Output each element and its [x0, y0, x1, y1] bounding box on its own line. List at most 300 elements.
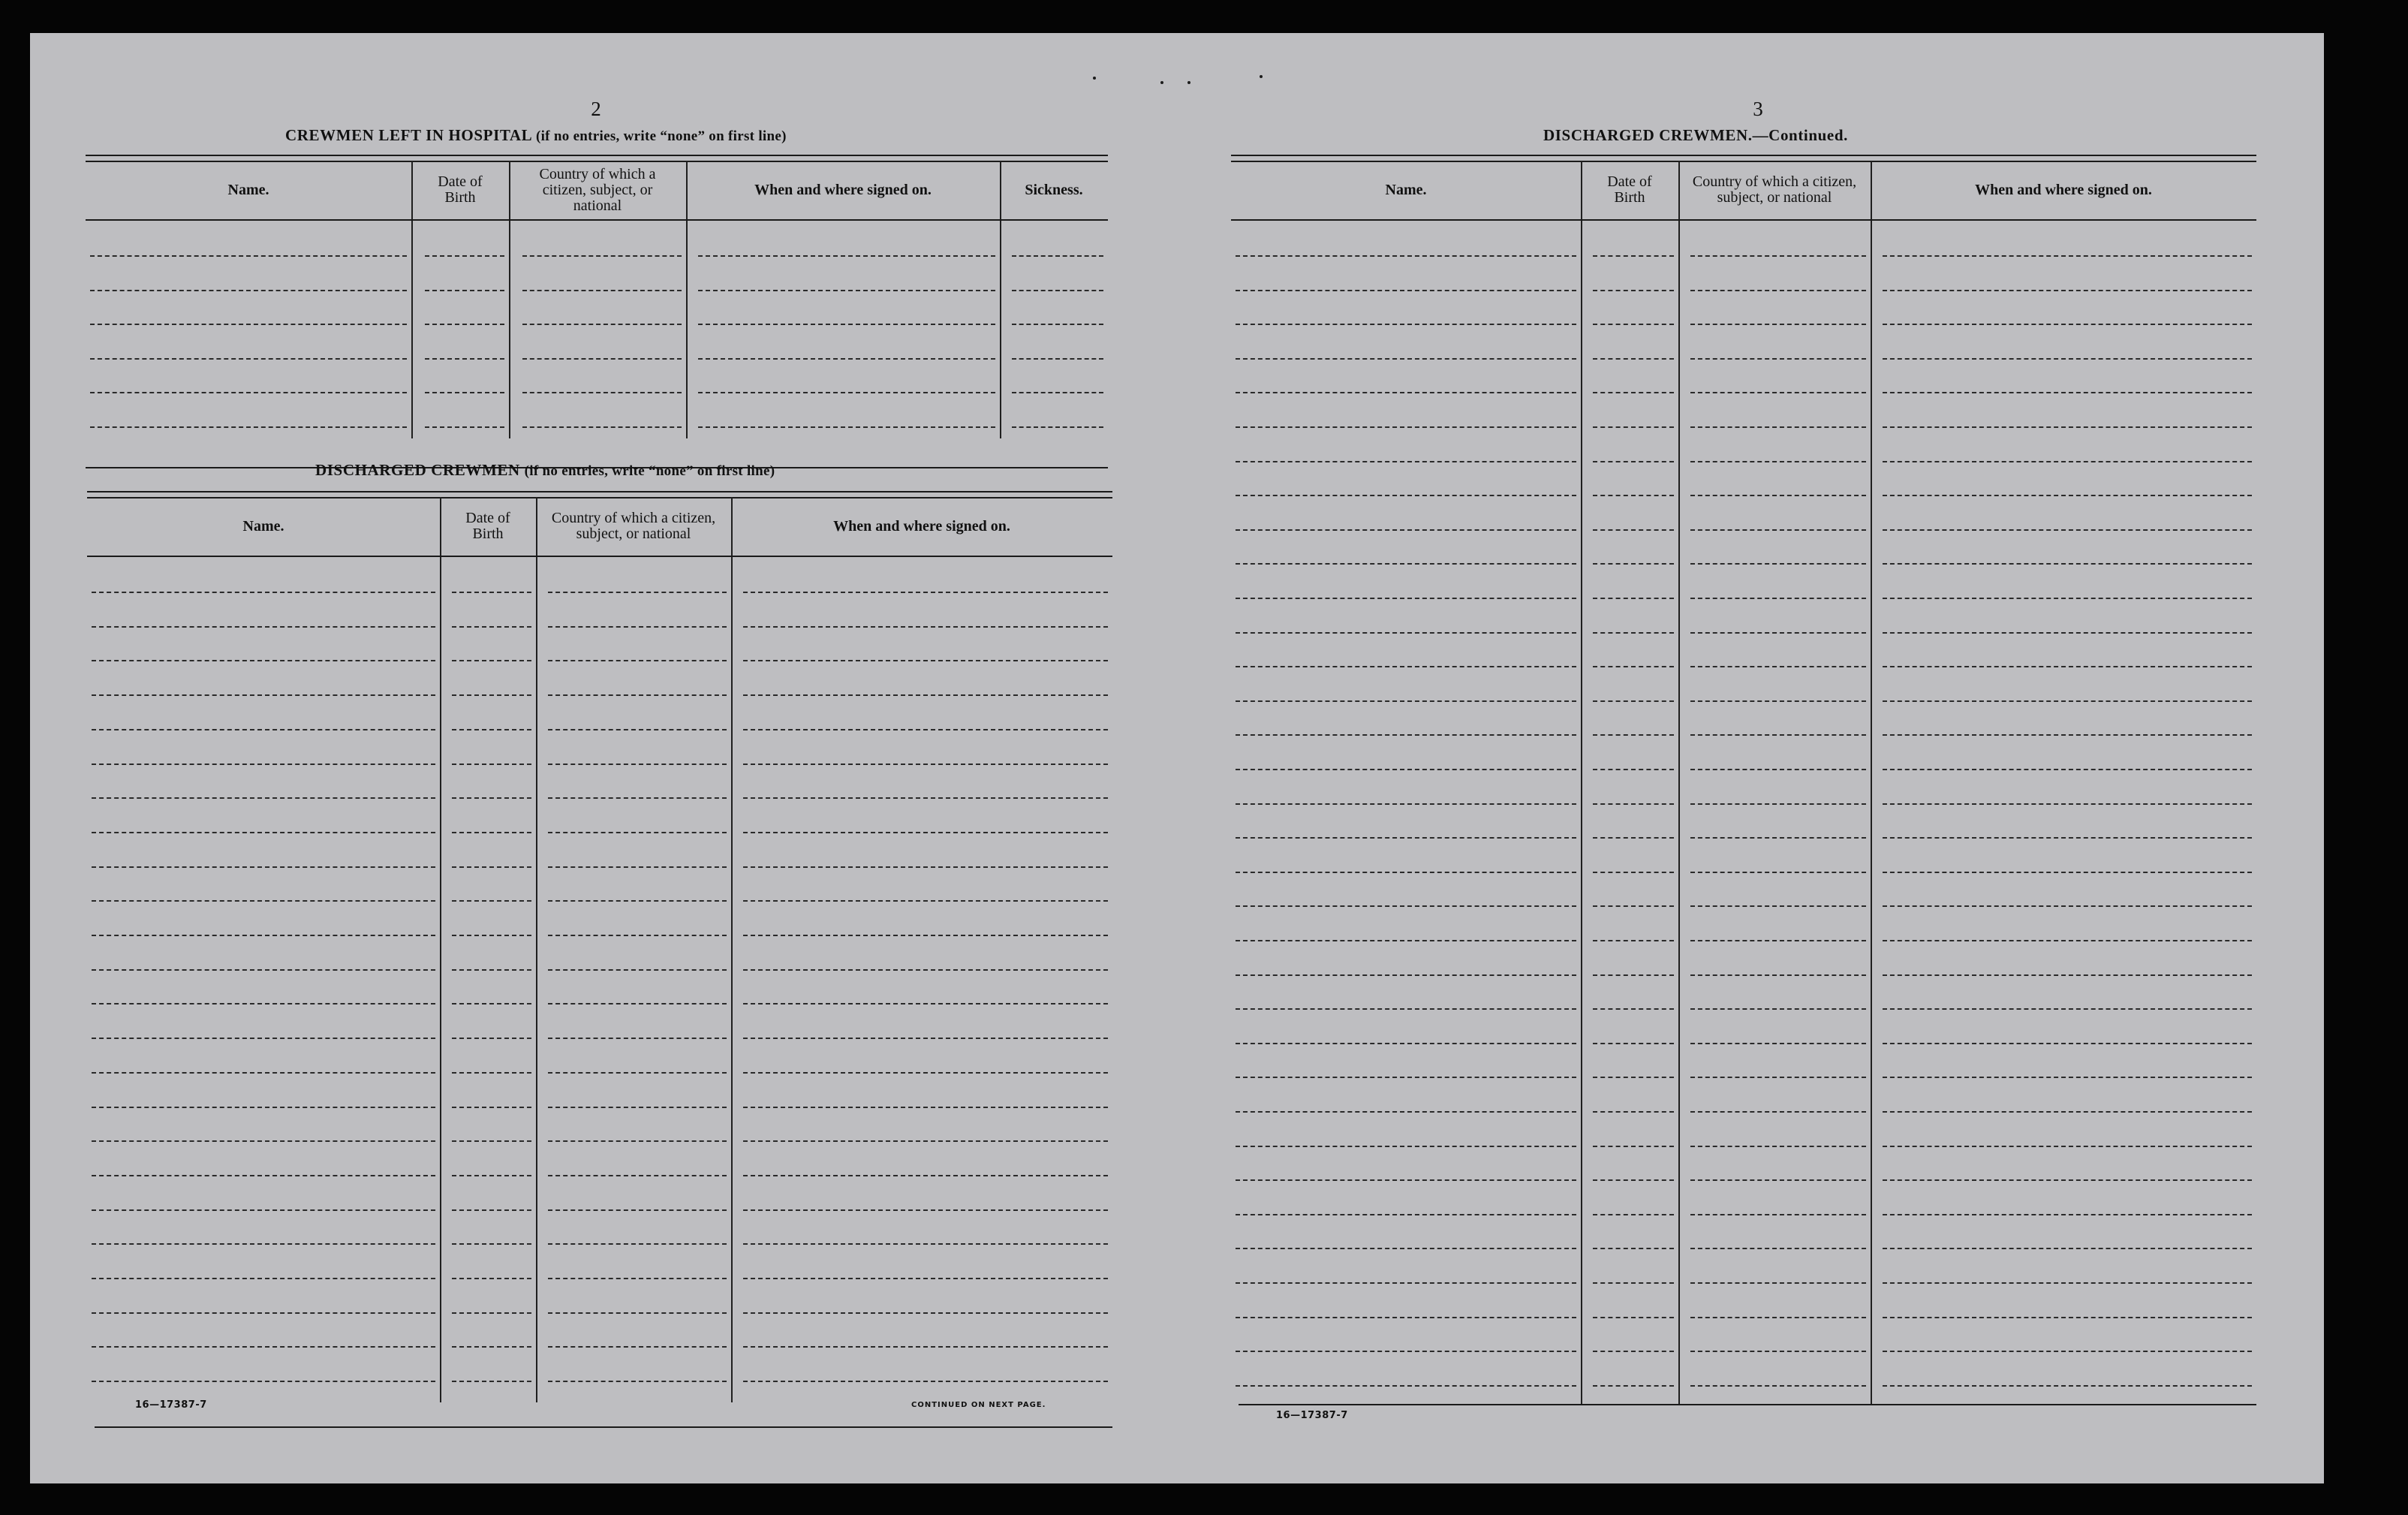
- entry-row-line: [92, 694, 435, 696]
- entry-row-line: [743, 764, 1108, 765]
- entry-row-line: [452, 1312, 531, 1314]
- entry-row-line: [90, 255, 407, 257]
- entry-row-line: [743, 1346, 1108, 1348]
- discharged-section-title: DISCHARGED CREWMEN: [315, 461, 520, 479]
- entry-row-line: [1883, 1008, 2252, 1010]
- col-head-name: Name.: [227, 181, 269, 198]
- entry-row-line: [1236, 700, 1576, 702]
- col-head-signed-on: When and where signed on.: [833, 517, 1010, 535]
- entry-row-line: [1012, 290, 1103, 291]
- entry-row-line: [548, 1312, 727, 1314]
- entry-row-line: [548, 764, 727, 765]
- entry-row-line: [92, 1209, 435, 1211]
- col-head-name: Name.: [1385, 181, 1427, 198]
- entry-row-line: [1236, 529, 1576, 531]
- header-bottom-rule: [86, 219, 1108, 221]
- entry-row-line: [92, 1038, 435, 1039]
- col-head-sickness: Sickness.: [1025, 181, 1083, 198]
- entry-row-line: [1690, 803, 1866, 805]
- entry-row-line: [1236, 461, 1576, 462]
- entry-row-line: [548, 660, 727, 661]
- entry-row-line: [1690, 1111, 1866, 1113]
- entry-row-line: [1012, 392, 1103, 393]
- entry-row-line: [1236, 769, 1576, 770]
- entry-row-line: [1883, 495, 2252, 496]
- entry-row-line: [1593, 1317, 1674, 1318]
- entry-row-line: [1690, 1043, 1866, 1044]
- entry-row-line: [1236, 1214, 1576, 1215]
- entry-row-line: [1690, 632, 1866, 634]
- entry-row-line: [1593, 905, 1674, 907]
- entry-row-line: [1236, 940, 1576, 941]
- entry-row-line: [1690, 392, 1866, 393]
- entry-row-line: [1690, 940, 1866, 941]
- entry-row-line: [548, 694, 727, 696]
- entry-row-line: [1236, 1385, 1576, 1387]
- entry-row-line: [1690, 837, 1866, 839]
- entry-row-line: [1883, 598, 2252, 599]
- entry-row-line: [1883, 358, 2252, 360]
- entry-row-line: [92, 797, 435, 799]
- page-number: 2: [591, 98, 601, 120]
- entry-row-line: [90, 358, 407, 360]
- entry-row-line: [1236, 1248, 1576, 1249]
- column-divider: [536, 497, 537, 1402]
- entry-row-line: [1690, 290, 1866, 291]
- entry-row-line: [92, 729, 435, 730]
- entry-row-line: [1883, 1248, 2252, 1249]
- entry-row-line: [92, 1312, 435, 1314]
- entry-row-line: [522, 255, 682, 257]
- entry-row-line: [1883, 803, 2252, 805]
- print-speck: [1160, 81, 1163, 84]
- entry-row-line: [1593, 940, 1674, 941]
- entry-row-line: [1690, 734, 1866, 736]
- entry-row-line: [548, 1209, 727, 1211]
- entry-row-line: [425, 358, 504, 360]
- entry-row-line: [743, 969, 1108, 971]
- entry-row-line: [1012, 358, 1103, 360]
- entry-row-line: [1593, 1282, 1674, 1284]
- entry-row-line: [1593, 426, 1674, 428]
- col-head-date-of-birth: Date of Birth: [438, 173, 483, 206]
- entry-row-line: [522, 358, 682, 360]
- entry-row-line: [90, 324, 407, 325]
- entry-row-line: [743, 797, 1108, 799]
- entry-row-line: [743, 935, 1108, 936]
- discharged-continued-table: [1231, 155, 2256, 1431]
- hospital-section-heading: [285, 126, 787, 145]
- entry-row-line: [548, 626, 727, 628]
- entry-row-line: [92, 1278, 435, 1279]
- entry-row-line: [1883, 872, 2252, 873]
- entry-row-line: [1593, 974, 1674, 976]
- entry-row-line: [1593, 1385, 1674, 1387]
- entry-row-line: [548, 592, 727, 593]
- entry-row-line: [743, 1003, 1108, 1004]
- entry-row-line: [1236, 1146, 1576, 1147]
- entry-row-line: [1236, 392, 1576, 393]
- entry-row-line: [92, 1175, 435, 1176]
- entry-row-line: [1883, 290, 2252, 291]
- entry-row-line: [92, 592, 435, 593]
- entry-row-line: [1593, 1179, 1674, 1181]
- entry-row-line: [1012, 255, 1103, 257]
- entry-row-line: [452, 1278, 531, 1279]
- entry-row-line: [1883, 666, 2252, 667]
- entry-row-line: [743, 1107, 1108, 1108]
- entry-row-line: [743, 1072, 1108, 1074]
- entry-row-line: [90, 426, 407, 428]
- entry-row-line: [452, 1243, 531, 1245]
- entry-row-line: [1883, 1111, 2252, 1113]
- entry-row-line: [1690, 905, 1866, 907]
- entry-row-line: [1236, 563, 1576, 565]
- table-bottom-rule: [1239, 1404, 2256, 1405]
- entry-row-line: [548, 866, 727, 868]
- entry-row-line: [548, 1107, 727, 1108]
- entry-row-line: [1593, 666, 1674, 667]
- entry-row-line: [1593, 495, 1674, 496]
- entry-row-line: [425, 426, 504, 428]
- entry-row-line: [92, 935, 435, 936]
- entry-row-line: [1883, 1179, 2252, 1181]
- entry-row-line: [548, 1278, 727, 1279]
- entry-row-line: [452, 592, 531, 593]
- column-divider: [1581, 161, 1582, 1405]
- entry-row-line: [92, 900, 435, 902]
- entry-row-line: [522, 324, 682, 325]
- entry-row-line: [743, 1278, 1108, 1279]
- column-divider: [731, 497, 733, 1402]
- entry-row-line: [452, 1175, 531, 1176]
- entry-row-line: [1690, 426, 1866, 428]
- entry-row-line: [548, 1140, 727, 1142]
- entry-row-line: [452, 660, 531, 661]
- discharged-section-heading: [315, 461, 775, 480]
- col-head-country: Country of which a citizen, subject, or national: [1692, 173, 1857, 206]
- table-top-rule: [86, 155, 1108, 162]
- discharged-table: [87, 491, 1112, 1431]
- entry-row-line: [698, 426, 995, 428]
- entry-row-line: [1883, 632, 2252, 634]
- entry-row-line: [1236, 1179, 1576, 1181]
- entry-row-line: [1593, 324, 1674, 325]
- entry-row-line: [92, 1381, 435, 1382]
- entry-row-line: [1593, 290, 1674, 291]
- entry-row-line: [1690, 495, 1866, 496]
- entry-row-line: [1593, 837, 1674, 839]
- entry-row-line: [1236, 1282, 1576, 1284]
- entry-row-line: [1593, 461, 1674, 462]
- entry-row-line: [452, 1140, 531, 1142]
- form-sheet: [30, 33, 2324, 1483]
- col-head-date-of-birth: Date of Birth: [1607, 173, 1652, 206]
- entry-row-line: [452, 764, 531, 765]
- entry-row-line: [1593, 358, 1674, 360]
- entry-row-line: [1236, 734, 1576, 736]
- entry-row-line: [1593, 632, 1674, 634]
- page-left: [30, 33, 1156, 1483]
- entry-row-line: [1883, 529, 2252, 531]
- col-head-name: Name.: [242, 517, 284, 535]
- entry-row-line: [1236, 666, 1576, 667]
- entry-row-line: [425, 290, 504, 291]
- entry-row-line: [1883, 1214, 2252, 1215]
- entry-row-line: [743, 1312, 1108, 1314]
- entry-row-line: [1593, 769, 1674, 770]
- header-bottom-rule: [87, 556, 1112, 557]
- entry-row-line: [522, 426, 682, 428]
- entry-row-line: [1883, 974, 2252, 976]
- entry-row-line: [1593, 1111, 1674, 1113]
- entry-row-line: [1593, 1351, 1674, 1352]
- entry-row-line: [1236, 1043, 1576, 1044]
- entry-row-line: [1883, 1043, 2252, 1044]
- entry-row-line: [1690, 1282, 1866, 1284]
- entry-row-line: [743, 660, 1108, 661]
- entry-row-line: [452, 1003, 531, 1004]
- hospital-section-title: CREWMEN LEFT IN HOSPITAL: [285, 126, 532, 144]
- entry-row-line: [425, 392, 504, 393]
- entry-row-line: [1593, 734, 1674, 736]
- entry-row-line: [452, 729, 531, 730]
- entry-row-line: [1012, 426, 1103, 428]
- entry-row-line: [452, 1209, 531, 1211]
- entry-row-line: [1883, 1385, 2252, 1387]
- entry-row-line: [1236, 598, 1576, 599]
- entry-row-line: [1883, 426, 2252, 428]
- entry-row-line: [92, 969, 435, 971]
- entry-row-line: [1593, 255, 1674, 257]
- entry-row-line: [1236, 872, 1576, 873]
- entry-row-line: [1012, 324, 1103, 325]
- table-top-rule: [1231, 155, 2256, 162]
- entry-row-line: [1690, 1214, 1866, 1215]
- entry-row-line: [743, 592, 1108, 593]
- entry-row-line: [1883, 324, 2252, 325]
- entry-row-line: [1236, 1351, 1576, 1352]
- entry-row-line: [1883, 1146, 2252, 1147]
- page-number: 3: [1753, 98, 1763, 120]
- entry-row-line: [1236, 1008, 1576, 1010]
- entry-row-line: [1883, 940, 2252, 941]
- entry-row-line: [90, 290, 407, 291]
- continued-note: CONTINUED ON NEXT PAGE.: [911, 1401, 1046, 1409]
- entry-row-line: [1883, 905, 2252, 907]
- entry-row-line: [1236, 1111, 1576, 1113]
- entry-row-line: [1690, 700, 1866, 702]
- entry-row-line: [743, 866, 1108, 868]
- entry-row-line: [743, 900, 1108, 902]
- entry-row-line: [1690, 255, 1866, 257]
- entry-row-line: [1690, 1146, 1866, 1147]
- entry-row-line: [1690, 1317, 1866, 1318]
- entry-row-line: [1690, 529, 1866, 531]
- entry-row-line: [548, 1072, 727, 1074]
- entry-row-line: [743, 832, 1108, 833]
- entry-row-line: [1690, 769, 1866, 770]
- entry-row-line: [1593, 563, 1674, 565]
- entry-row-line: [1236, 837, 1576, 839]
- entry-row-line: [1236, 1317, 1576, 1318]
- entry-row-line: [452, 935, 531, 936]
- entry-row-line: [548, 969, 727, 971]
- form-number: 16—17387-7: [135, 1399, 207, 1411]
- entry-row-line: [92, 1072, 435, 1074]
- entry-row-line: [1690, 1385, 1866, 1387]
- entry-row-line: [1236, 1077, 1576, 1078]
- discharged-continued-heading: DISCHARGED CREWMEN.—Continued.: [1543, 126, 1848, 144]
- entry-row-line: [1593, 700, 1674, 702]
- entry-row-line: [92, 764, 435, 765]
- entry-row-line: [1690, 872, 1866, 873]
- entry-row-line: [1883, 1077, 2252, 1078]
- hospital-table: [86, 155, 1108, 474]
- entry-row-line: [548, 832, 727, 833]
- entry-row-line: [698, 255, 995, 257]
- entry-row-line: [452, 694, 531, 696]
- entry-row-line: [743, 1381, 1108, 1382]
- entry-row-line: [452, 832, 531, 833]
- entry-row-line: [92, 1346, 435, 1348]
- entry-row-line: [548, 1243, 727, 1245]
- entry-row-line: [548, 1003, 727, 1004]
- entry-row-line: [1236, 255, 1576, 257]
- entry-row-line: [1236, 495, 1576, 496]
- entry-row-line: [92, 1140, 435, 1142]
- entry-row-line: [1236, 974, 1576, 976]
- entry-row-line: [548, 900, 727, 902]
- entry-row-line: [1883, 1282, 2252, 1284]
- entry-row-line: [452, 866, 531, 868]
- entry-row-line: [1593, 1146, 1674, 1147]
- entry-row-line: [1690, 1077, 1866, 1078]
- column-divider: [1678, 161, 1680, 1405]
- entry-row-line: [698, 290, 995, 291]
- entry-row-line: [1883, 392, 2252, 393]
- column-divider: [1871, 161, 1872, 1405]
- entry-row-line: [1236, 803, 1576, 805]
- entry-row-line: [425, 255, 504, 257]
- entry-row-line: [1883, 563, 2252, 565]
- entry-row-line: [92, 832, 435, 833]
- entry-row-line: [1236, 905, 1576, 907]
- entry-row-line: [425, 324, 504, 325]
- entry-row-line: [1690, 666, 1866, 667]
- entry-row-line: [1690, 358, 1866, 360]
- print-speck: [1187, 81, 1190, 84]
- entry-row-line: [452, 969, 531, 971]
- entry-row-line: [1690, 974, 1866, 976]
- entry-row-line: [92, 1107, 435, 1108]
- entry-row-line: [548, 1381, 727, 1382]
- entry-row-line: [698, 358, 995, 360]
- entry-row-line: [1883, 734, 2252, 736]
- entry-row-line: [1690, 461, 1866, 462]
- entry-row-line: [743, 1175, 1108, 1176]
- entry-row-line: [743, 1209, 1108, 1211]
- hospital-section-instruction: (if no entries, write “none” on first line): [535, 128, 787, 144]
- print-speck: [1260, 75, 1263, 78]
- entry-row-line: [452, 1107, 531, 1108]
- col-head-country: Country of which a citizen, subject, or national: [551, 510, 716, 542]
- entry-row-line: [743, 729, 1108, 730]
- entry-row-line: [548, 1346, 727, 1348]
- print-speck: [1093, 77, 1096, 80]
- entry-row-line: [452, 1038, 531, 1039]
- col-head-country: Country of which a citizen, subject, or national: [539, 165, 656, 214]
- entry-row-line: [1593, 803, 1674, 805]
- entry-row-line: [452, 1346, 531, 1348]
- entry-row-line: [90, 392, 407, 393]
- entry-row-line: [743, 694, 1108, 696]
- page-right: [1178, 33, 2324, 1483]
- entry-row-line: [743, 626, 1108, 628]
- entry-row-line: [1236, 324, 1576, 325]
- entry-row-line: [548, 797, 727, 799]
- entry-row-line: [1690, 1351, 1866, 1352]
- entry-row-line: [548, 1175, 727, 1176]
- entry-row-line: [1236, 426, 1576, 428]
- entry-row-line: [452, 626, 531, 628]
- entry-row-line: [698, 324, 995, 325]
- entry-row-line: [452, 900, 531, 902]
- col-head-signed-on: When and where signed on.: [754, 181, 932, 198]
- entry-row-line: [1236, 632, 1576, 634]
- header-bottom-rule: [1231, 219, 2256, 221]
- entry-row-line: [452, 1381, 531, 1382]
- entry-row-line: [1593, 1248, 1674, 1249]
- entry-row-line: [743, 1038, 1108, 1039]
- discharged-section-instruction: (if no entries, write “none” on first line): [524, 463, 775, 479]
- table-bottom-rule: [95, 1426, 1112, 1428]
- entry-row-line: [1690, 1248, 1866, 1249]
- entry-row-line: [1690, 1179, 1866, 1181]
- entry-row-line: [1883, 461, 2252, 462]
- form-number: 16—17387-7: [1276, 1410, 1348, 1421]
- entry-row-line: [548, 1038, 727, 1039]
- entry-row-line: [1883, 700, 2252, 702]
- entry-row-line: [1593, 392, 1674, 393]
- entry-row-line: [452, 797, 531, 799]
- entry-row-line: [1690, 1008, 1866, 1010]
- entry-row-line: [92, 626, 435, 628]
- column-divider: [440, 497, 441, 1402]
- entry-row-line: [1883, 1351, 2252, 1352]
- entry-row-line: [1593, 1043, 1674, 1044]
- entry-row-line: [92, 660, 435, 661]
- entry-row-line: [452, 1072, 531, 1074]
- entry-row-line: [1593, 1008, 1674, 1010]
- entry-row-line: [1593, 1214, 1674, 1215]
- entry-row-line: [92, 1243, 435, 1245]
- col-head-date-of-birth: Date of Birth: [465, 510, 510, 542]
- entry-row-line: [1690, 563, 1866, 565]
- entry-row-line: [1236, 358, 1576, 360]
- entry-row-line: [1883, 1317, 2252, 1318]
- entry-row-line: [1593, 872, 1674, 873]
- entry-row-line: [1883, 255, 2252, 257]
- entry-row-line: [1690, 324, 1866, 325]
- entry-row-line: [698, 392, 995, 393]
- entry-row-line: [548, 935, 727, 936]
- entry-row-line: [548, 729, 727, 730]
- entry-row-line: [1883, 769, 2252, 770]
- entry-row-line: [1236, 290, 1576, 291]
- entry-row-line: [92, 1003, 435, 1004]
- entry-row-line: [92, 866, 435, 868]
